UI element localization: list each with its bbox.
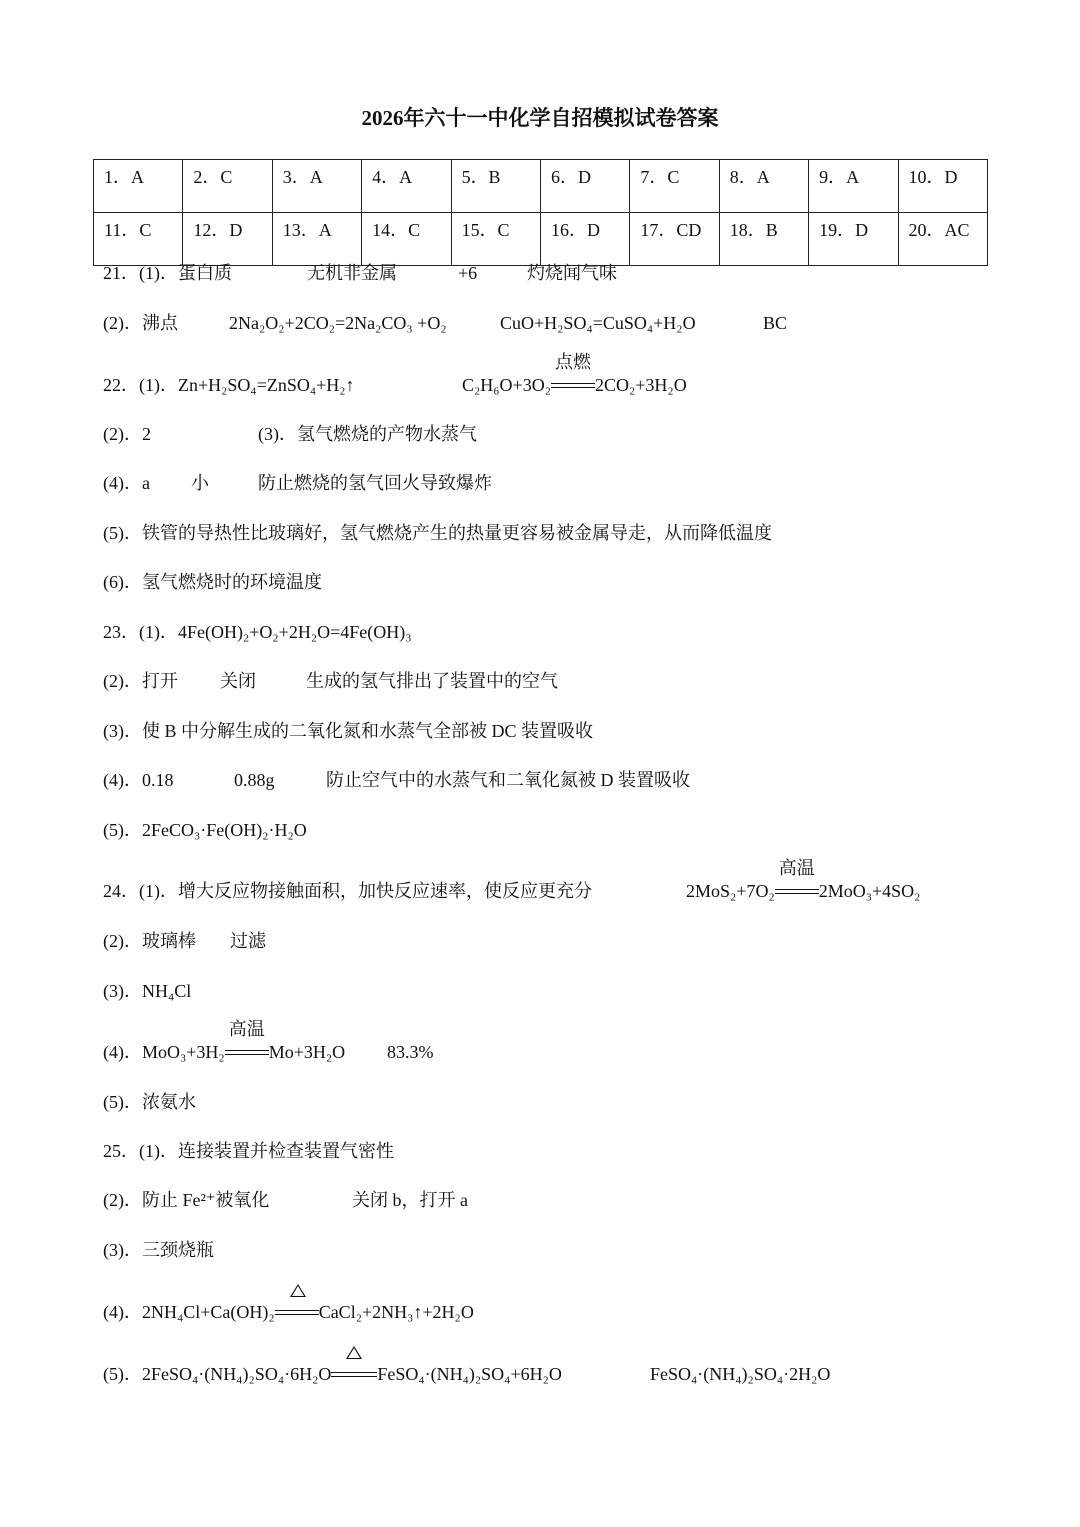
q24-p4-eq-left: (4)．MoO₃+3H₂ — [103, 1042, 225, 1062]
q22-p6-answer: (6)．氢气燃烧时的环境温度 — [103, 572, 322, 592]
answer-cell: 2．C — [183, 160, 272, 213]
page-title: 2026年六十一中化学自招模拟试卷答案 — [361, 106, 719, 130]
answer-cell: 3．A — [272, 160, 361, 213]
q23-p1-equation: 23．(1)．4Fe(OH)₂+O₂+2H₂O=4Fe(OH)₃ — [103, 622, 412, 642]
heat-triangle-icon — [290, 1284, 306, 1297]
q25-p5-eq-left: (5)．2FeSO₄·(NH₄)₂SO₄·6H₂O — [103, 1364, 332, 1384]
q22-p3-answer: (3)．氢气燃烧的产物水蒸气 — [258, 424, 477, 444]
q21-p2-answer-a: (2)．沸点 — [103, 313, 178, 333]
answer-cell: 14．C — [362, 213, 451, 266]
q25-p4-equation — [103, 1300, 474, 1324]
q21-p2-answer-d: BC — [763, 313, 788, 333]
q24-p5-answer: (5)．浓氨水 — [103, 1092, 196, 1112]
q22-p2-answer: (2)．2 — [103, 424, 151, 444]
q24-p4-answer-b: 83.3% — [387, 1042, 434, 1062]
q23-p4-answer-a: (4)．0.18 — [103, 770, 174, 790]
q21-p1-answer-b: 无机非金属 — [307, 263, 397, 283]
q25-p2-answer-b: 关闭 b，打开 a — [352, 1190, 468, 1210]
answer-cell: 6．D — [540, 160, 629, 213]
answer-cell: 17．CD — [630, 213, 719, 266]
q23-p2-answer-b: 关闭 — [220, 671, 256, 691]
q25-p5-answer-b: FeSO₄·(NH₄)₂SO₄·2H₂O — [650, 1364, 831, 1384]
q24-p3-answer: (3)．NH₄Cl — [103, 981, 192, 1001]
q24-p1-answer: 24．(1)．增大反应物接触面积，加快反应速率，使反应更充分 — [103, 881, 592, 901]
reaction-condition-arrow — [775, 858, 819, 903]
q23-p4-answer-b: 0.88g — [234, 770, 275, 790]
heating-condition-arrow — [275, 1300, 319, 1324]
q22-p1-equation-1: 22．(1)．Zn+H₂SO₄=ZnSO₄+H₂↑ — [103, 375, 355, 395]
condition-label: 点燃 — [554, 352, 591, 372]
q25-p1-answer: 25．(1)．连接装置并检查装置气密性 — [103, 1141, 394, 1161]
answer-row — [94, 160, 988, 213]
heating-condition-arrow — [331, 1362, 377, 1386]
answer-cell: 19．D — [809, 213, 898, 266]
q25-p2-answer-a: (2)．防止 Fe²⁺被氧化 — [103, 1190, 270, 1210]
answer-cell: 13．A — [272, 213, 361, 266]
q22-eq-left: C₂H₆O+3O₂ — [462, 375, 551, 395]
answer-cell: 1．A — [94, 160, 183, 213]
q21-p2-equation-1: 2Na₂O₂+2CO₂=2Na₂CO₃ +O₂ — [229, 313, 447, 333]
q23-p2-answer-c: 生成的氢气排出了装置中的空气 — [306, 671, 558, 691]
answer-cell: 9．A — [809, 160, 898, 213]
answer-cell: 8．A — [719, 160, 808, 213]
reaction-condition-arrow — [225, 1019, 269, 1064]
q24-p2-answer-a: (2)．玻璃棒 — [103, 931, 196, 951]
reaction-condition-arrow — [551, 352, 595, 397]
q22-p5-answer: (5)．铁管的导热性比玻璃好，氢气燃烧产生的热量更容易被金属导走，从而降低温度 — [103, 523, 772, 543]
answer-cell: 4．A — [362, 160, 451, 213]
q25-p4-eq-right: CaCl₂+2NH₃↑+2H₂O — [318, 1302, 474, 1322]
answer-cell: 16．D — [540, 213, 629, 266]
q25-p5-equation — [103, 1362, 562, 1386]
q24-eq-left: 2MoS₂+7O₂ — [686, 881, 775, 901]
condition-label: 高温 — [228, 1019, 265, 1039]
q23-p5-answer: (5)．2FeCO₃·Fe(OH)₂·H₂O — [103, 820, 307, 840]
heat-triangle-icon — [346, 1346, 362, 1359]
answer-row — [94, 213, 988, 266]
q22-p1-equation-2 — [462, 352, 687, 397]
answer-cell: 15．C — [451, 213, 540, 266]
q23-p2-answer-a: (2)．打开 — [103, 671, 178, 691]
q21-p1-answer-d: 灼烧闻气味 — [527, 263, 617, 283]
q24-p2-answer-b: 过滤 — [230, 931, 266, 951]
answer-cell: 5．B — [451, 160, 540, 213]
answer-cell: 18．B — [719, 213, 808, 266]
q24-p1-equation — [686, 858, 921, 903]
q25-p4-eq-left: (4)．2NH₄Cl+Ca(OH)₂ — [103, 1302, 275, 1322]
answer-cell: 10．D — [898, 160, 987, 213]
q21-p1-answer-c: +6 — [458, 263, 478, 283]
answer-cell: 20．AC — [898, 213, 987, 266]
q22-p4-answer-c: 防止燃烧的氢气回火导致爆炸 — [258, 473, 492, 493]
q21-part1 — [103, 261, 307, 285]
q21-p1-answer-a: 21．(1)．蛋白质 — [103, 263, 232, 283]
q24-eq-right: 2MoO₃+4SO₂ — [818, 881, 921, 901]
q22-p4-answer-a: (4)．a — [103, 473, 150, 493]
answer-cell: 11．C — [94, 213, 183, 266]
q23-p4-answer-c: 防止空气中的水蒸气和二氧化氮被 D 装置吸收 — [326, 770, 690, 790]
q24-p4-eq-right: Mo+3H₂O — [268, 1042, 346, 1062]
q21-p2-equation-2: CuO+H₂SO₄=CuSO₄+H₂O — [500, 313, 696, 333]
q25-p5-eq-right: FeSO₄·(NH₄)₂SO₄+6H₂O — [377, 1364, 562, 1384]
q22-eq-right: 2CO₂+3H₂O — [594, 375, 687, 395]
q22-p4-answer-b: 小 — [191, 473, 209, 493]
q23-p3-answer: (3)．使 B 中分解生成的二氧化氮和水蒸气全部被 DC 装置吸收 — [103, 721, 593, 741]
q25-p3-answer: (3)．三颈烧瓶 — [103, 1240, 214, 1260]
answer-cell: 12．D — [183, 213, 272, 266]
q24-p4-equation — [103, 1019, 346, 1064]
condition-label: 高温 — [778, 858, 815, 878]
answer-cell: 7．C — [630, 160, 719, 213]
multiple-choice-answer-table — [93, 159, 988, 266]
